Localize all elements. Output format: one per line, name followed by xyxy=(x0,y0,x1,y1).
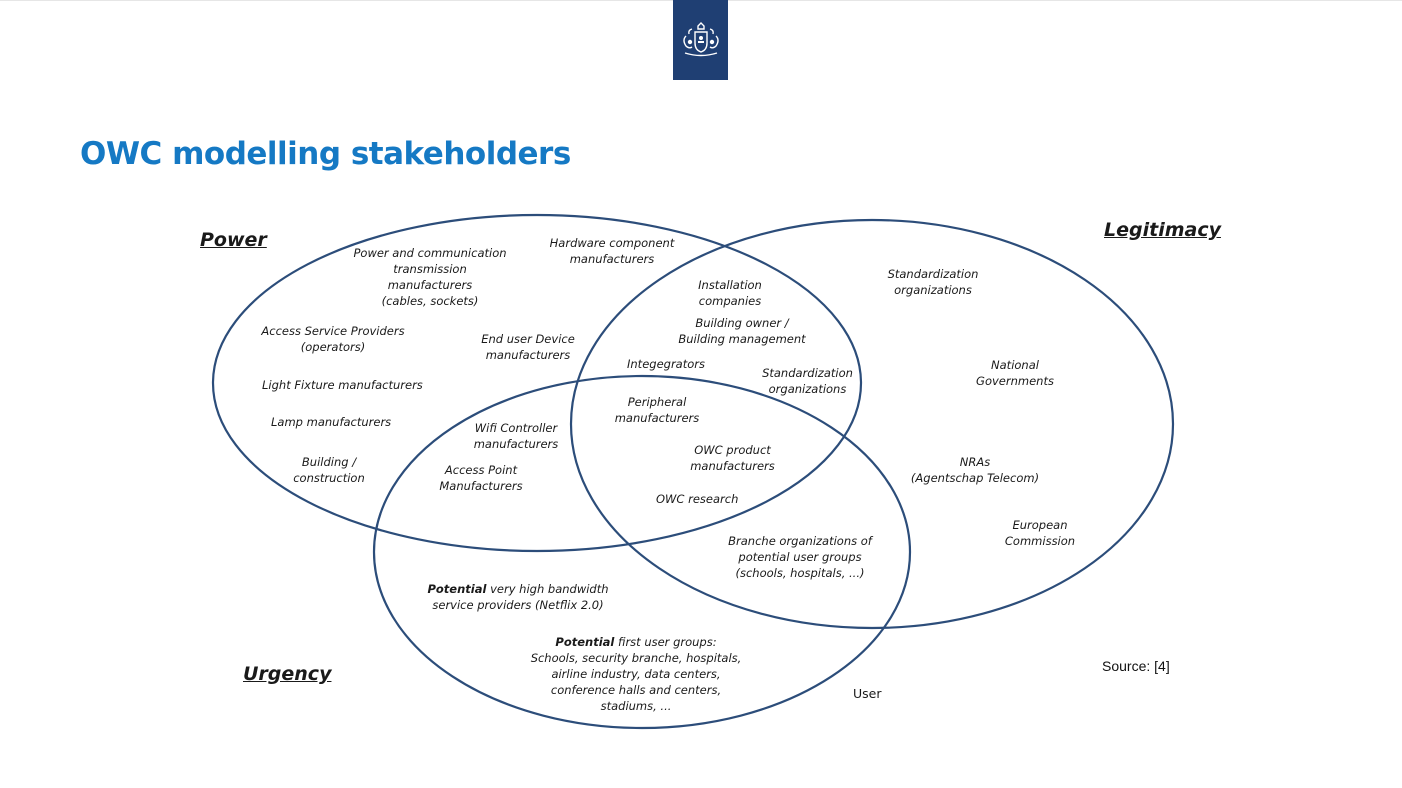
stakeholder-lamp-manufacturers: Lamp manufacturers xyxy=(271,415,392,429)
stakeholder-standardization-organizations: Standardization organizations xyxy=(887,267,979,297)
stakeholder-european-commission: European Commission xyxy=(1004,518,1076,548)
stakeholder-end-user-device-manufacturers: End user Device manufacturers xyxy=(481,332,575,362)
stakeholder-wifi-controller-manufacturers: Wifi Controller manufacturers xyxy=(473,421,559,451)
stakeholder-nras: NRAs (Agentschap Telecom) xyxy=(910,455,1040,485)
stakeholder-hardware-component-manufacturers: Hardware component manufacturers xyxy=(549,236,675,266)
page-title: OWC modelling stakeholders xyxy=(80,136,571,172)
stakeholder-standardization-organizations-overlap: Standardization organizations xyxy=(762,366,853,396)
stakeholder-owc-research: OWC research xyxy=(656,492,739,506)
set-label-urgency: Urgency xyxy=(243,663,332,685)
stakeholder-access-service-providers: Access Service Providers (operators) xyxy=(261,324,405,354)
stakeholder-branche-organizations: Branche organizations of potential user groups (schools, hospitals, ...) xyxy=(728,534,872,580)
stakeholder-owc-product-manufacturers: OWC product manufacturers xyxy=(690,443,775,473)
set-label-power: Power xyxy=(200,229,267,251)
set-label-legitimacy: Legitimacy xyxy=(1104,219,1221,241)
source-citation: Source: [4] xyxy=(1102,658,1170,674)
stakeholder-bandwidth-service-providers: Potential very high bandwidth service providers (Netflix 2.0) xyxy=(427,582,609,612)
stakeholder-installation-companies: Installation companies xyxy=(698,278,762,308)
stakeholder-integrators: Integegrators xyxy=(627,357,705,371)
stakeholder-access-point-manufacturers: Access Point Manufacturers xyxy=(439,463,523,493)
stakeholder-peripheral-manufacturers: Peripheral manufacturers xyxy=(614,395,700,425)
stakeholder-user: User xyxy=(853,686,882,701)
stakeholder-first-user-groups: Potential first user groups: Schools, security branche, hospitals, airline industry, data centers, conference halls and centers, stadiums, ... xyxy=(530,635,742,713)
stakeholder-national-governments: National Governments xyxy=(976,358,1054,388)
stakeholder-power-comm-manufacturers: Power and communication transmission manufacturers (cables, sockets) xyxy=(353,246,507,308)
stakeholder-building-construction: Building / construction xyxy=(293,455,365,485)
stakeholder-building-owner: Building owner / Building management xyxy=(678,316,806,346)
stakeholder-light-fixture-manufacturers: Light Fixture manufacturers xyxy=(262,378,423,392)
